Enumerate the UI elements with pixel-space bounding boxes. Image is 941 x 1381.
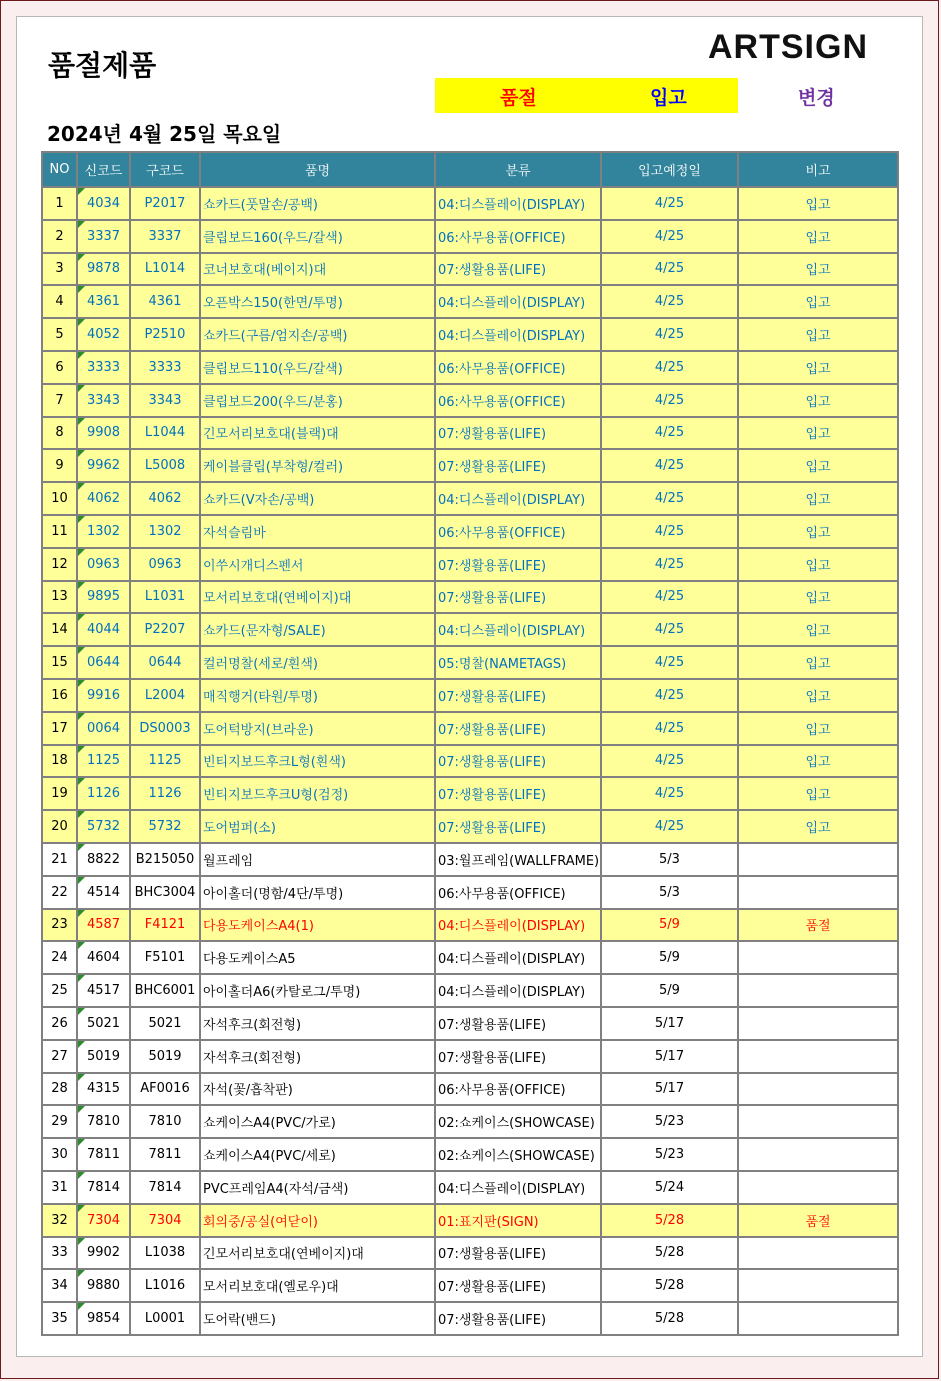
cell-category: 07:생활용품(LIFE) [435, 679, 601, 712]
table-row [42, 417, 898, 450]
cell-row-no: 19 [42, 777, 77, 810]
cell-row-no: 21 [42, 843, 77, 876]
cell-row-no: 23 [42, 909, 77, 942]
cell-product-name: 아이홀더(명함/4단/투명) [200, 876, 435, 909]
cell-category: 01:표지판(SIGN) [435, 1204, 601, 1237]
cell-row-no: 24 [42, 941, 77, 974]
cell-restock-date: 4/25 [601, 187, 738, 220]
cell-product-name: 쇼카드(V자손/공백) [200, 482, 435, 515]
table-row [42, 712, 898, 745]
cell-category: 07:생활용품(LIFE) [435, 548, 601, 581]
cell-restock-date: 4/25 [601, 417, 738, 450]
cell-note: 입고 [738, 417, 898, 450]
cell-new-code: 4034 [77, 187, 130, 220]
cell-note: 입고 [738, 220, 898, 253]
table-row [42, 581, 898, 614]
cell-new-code: 9880 [77, 1269, 130, 1302]
cell-product-name: 코너보호대(베이지)대 [200, 253, 435, 286]
cell-category: 04:디스플레이(DISPLAY) [435, 613, 601, 646]
cell-restock-date: 4/25 [601, 679, 738, 712]
cell-row-no: 29 [42, 1105, 77, 1138]
cell-category: 07:생활용품(LIFE) [435, 712, 601, 745]
cell-new-code: 0064 [77, 712, 130, 745]
cell-restock-date: 5/17 [601, 1007, 738, 1040]
cell-old-code: L2004 [130, 679, 200, 712]
cell-old-code: 1125 [130, 745, 200, 778]
cell-restock-date: 4/25 [601, 810, 738, 843]
cell-new-code: 9962 [77, 449, 130, 482]
cell-category: 07:생활용품(LIFE) [435, 1007, 601, 1040]
table-row [42, 1171, 898, 1204]
cell-old-code: L1044 [130, 417, 200, 450]
cell-old-code: BHC3004 [130, 876, 200, 909]
cell-note: 품절 [738, 1204, 898, 1237]
table-row [42, 1204, 898, 1237]
cell-new-code: 3337 [77, 220, 130, 253]
cell-restock-date: 4/25 [601, 351, 738, 384]
cell-old-code: 1126 [130, 777, 200, 810]
cell-category: 07:생활용품(LIFE) [435, 253, 601, 286]
cell-old-code: 0963 [130, 548, 200, 581]
table-row [42, 1237, 898, 1270]
table-row [42, 1138, 898, 1171]
cell-product-name: 빈티지보드후크L형(흰색) [200, 745, 435, 778]
cell-product-name: 회의중/공실(여닫이) [200, 1204, 435, 1237]
table-row [42, 187, 898, 220]
cell-row-no: 11 [42, 515, 77, 548]
cell-product-name: 자석슬림바 [200, 515, 435, 548]
cell-restock-date: 4/25 [601, 581, 738, 614]
cell-old-code: 7304 [130, 1204, 200, 1237]
table-row [42, 515, 898, 548]
cell-category: 07:생활용품(LIFE) [435, 745, 601, 778]
cell-category: 04:디스플레이(DISPLAY) [435, 318, 601, 351]
cell-category: 06:사무용품(OFFICE) [435, 515, 601, 548]
soldout-table [41, 151, 899, 1336]
cell-restock-date: 5/9 [601, 909, 738, 942]
table-row [42, 646, 898, 679]
cell-product-name: PVC프레임A4(자석/금색) [200, 1171, 435, 1204]
cell-restock-date: 5/28 [601, 1204, 738, 1237]
legend-restock: 입고 [650, 87, 687, 109]
cell-category: 07:생활용품(LIFE) [435, 810, 601, 843]
table-row [42, 1040, 898, 1073]
table-row [42, 909, 898, 942]
cell-category: 04:디스플레이(DISPLAY) [435, 1171, 601, 1204]
cell-row-no: 14 [42, 613, 77, 646]
cell-old-code: P2207 [130, 613, 200, 646]
cell-old-code: 7811 [130, 1138, 200, 1171]
cell-new-code: 1302 [77, 515, 130, 548]
header-note: 비고 [738, 152, 898, 187]
cell-product-name: 클립보드110(우드/갈색) [200, 351, 435, 384]
cell-note [738, 1105, 898, 1138]
cell-product-name: 긴모서리보호대(블랙)대 [200, 417, 435, 450]
cell-old-code: 4361 [130, 285, 200, 318]
cell-category: 07:생활용품(LIFE) [435, 1302, 601, 1335]
cell-product-name: 쇼케이스A4(PVC/가로) [200, 1105, 435, 1138]
cell-note: 입고 [738, 613, 898, 646]
page-title: 품절제품 [48, 49, 157, 82]
cell-category: 04:디스플레이(DISPLAY) [435, 909, 601, 942]
cell-new-code: 3333 [77, 351, 130, 384]
table-row [42, 482, 898, 515]
cell-product-name: 쇼카드(구름/엄지손/공백) [200, 318, 435, 351]
cell-note: 입고 [738, 285, 898, 318]
cell-note: 입고 [738, 581, 898, 614]
cell-category: 07:생활용품(LIFE) [435, 1237, 601, 1270]
table-row [42, 843, 898, 876]
cell-restock-date: 5/28 [601, 1269, 738, 1302]
cell-note: 입고 [738, 777, 898, 810]
cell-product-name: 아이홀더A6(카탈로그/투명) [200, 974, 435, 1007]
cell-old-code: 5732 [130, 810, 200, 843]
cell-note [738, 843, 898, 876]
cell-category: 06:사무용품(OFFICE) [435, 384, 601, 417]
cell-note: 입고 [738, 810, 898, 843]
table-row [42, 1302, 898, 1335]
table-row [42, 941, 898, 974]
cell-restock-date: 4/25 [601, 613, 738, 646]
cell-restock-date: 5/24 [601, 1171, 738, 1204]
cell-old-code: F5101 [130, 941, 200, 974]
cell-row-no: 16 [42, 679, 77, 712]
cell-product-name: 매직행거(타원/투명) [200, 679, 435, 712]
legend-soldout: 품절 [500, 87, 537, 109]
cell-old-code: 7814 [130, 1171, 200, 1204]
cell-row-no: 8 [42, 417, 77, 450]
cell-row-no: 28 [42, 1073, 77, 1106]
cell-restock-date: 5/3 [601, 876, 738, 909]
cell-note: 품절 [738, 909, 898, 942]
cell-note [738, 1138, 898, 1171]
cell-product-name: 컬러명찰(세로/흰색) [200, 646, 435, 679]
cell-product-name: 자석(꽃/흡착판) [200, 1073, 435, 1106]
cell-row-no: 13 [42, 581, 77, 614]
cell-old-code: L0001 [130, 1302, 200, 1335]
cell-product-name: 케이블클립(부착형/컬러) [200, 449, 435, 482]
cell-note [738, 941, 898, 974]
cell-restock-date: 4/25 [601, 712, 738, 745]
header-restock-date: 입고예정일 [601, 152, 738, 187]
cell-row-no: 26 [42, 1007, 77, 1040]
table-row [42, 351, 898, 384]
cell-note [738, 1237, 898, 1270]
cell-restock-date: 4/25 [601, 777, 738, 810]
cell-new-code: 4361 [77, 285, 130, 318]
cell-category: 07:생활용품(LIFE) [435, 449, 601, 482]
cell-note: 입고 [738, 679, 898, 712]
cell-old-code: 5021 [130, 1007, 200, 1040]
cell-old-code: B215050 [130, 843, 200, 876]
cell-restock-date: 4/25 [601, 253, 738, 286]
cell-new-code: 4315 [77, 1073, 130, 1106]
cell-note [738, 1007, 898, 1040]
cell-restock-date: 5/28 [601, 1237, 738, 1270]
cell-row-no: 12 [42, 548, 77, 581]
cell-restock-date: 5/9 [601, 941, 738, 974]
cell-restock-date: 4/25 [601, 220, 738, 253]
cell-restock-date: 4/25 [601, 384, 738, 417]
cell-new-code: 8822 [77, 843, 130, 876]
cell-product-name: 쇼케이스A4(PVC/세로) [200, 1138, 435, 1171]
table-row [42, 1007, 898, 1040]
cell-old-code: 7810 [130, 1105, 200, 1138]
cell-row-no: 15 [42, 646, 77, 679]
table-row [42, 745, 898, 778]
brand-logo: ARTSIGN [708, 28, 868, 66]
cell-product-name: 도어락(밴드) [200, 1302, 435, 1335]
cell-new-code: 9908 [77, 417, 130, 450]
cell-restock-date: 4/25 [601, 482, 738, 515]
cell-row-no: 22 [42, 876, 77, 909]
cell-category: 05:명찰(NAMETAGS) [435, 646, 601, 679]
cell-category: 04:디스플레이(DISPLAY) [435, 187, 601, 220]
table-row [42, 285, 898, 318]
cell-row-no: 5 [42, 318, 77, 351]
cell-new-code: 4517 [77, 974, 130, 1007]
table-row [42, 1073, 898, 1106]
legend-change: 변경 [798, 87, 835, 109]
cell-note [738, 876, 898, 909]
cell-category: 06:사무용품(OFFICE) [435, 876, 601, 909]
cell-old-code: L1038 [130, 1237, 200, 1270]
cell-product-name: 클립보드200(우드/분홍) [200, 384, 435, 417]
table-header-row [42, 152, 898, 187]
cell-row-no: 17 [42, 712, 77, 745]
cell-category: 07:생활용품(LIFE) [435, 1269, 601, 1302]
cell-note [738, 1171, 898, 1204]
cell-restock-date: 5/23 [601, 1105, 738, 1138]
cell-product-name: 모서리보호대(옐로우)대 [200, 1269, 435, 1302]
cell-old-code: P2510 [130, 318, 200, 351]
report-date: 2024년 4월 25일 목요일 [47, 122, 282, 146]
table-row [42, 810, 898, 843]
cell-note: 입고 [738, 646, 898, 679]
cell-new-code: 9878 [77, 253, 130, 286]
cell-new-code: 5019 [77, 1040, 130, 1073]
cell-row-no: 6 [42, 351, 77, 384]
cell-new-code: 9895 [77, 581, 130, 614]
cell-row-no: 20 [42, 810, 77, 843]
cell-note: 입고 [738, 548, 898, 581]
cell-old-code: F4121 [130, 909, 200, 942]
cell-category: 07:생활용품(LIFE) [435, 417, 601, 450]
cell-category: 07:생활용품(LIFE) [435, 581, 601, 614]
cell-restock-date: 4/25 [601, 449, 738, 482]
table-row [42, 318, 898, 351]
cell-note [738, 1040, 898, 1073]
cell-category: 06:사무용품(OFFICE) [435, 220, 601, 253]
cell-new-code: 5732 [77, 810, 130, 843]
legend-highlight [435, 78, 738, 113]
cell-new-code: 7811 [77, 1138, 130, 1171]
cell-new-code: 5021 [77, 1007, 130, 1040]
header-product-name: 품명 [200, 152, 435, 187]
cell-new-code: 4587 [77, 909, 130, 942]
cell-row-no: 4 [42, 285, 77, 318]
cell-row-no: 25 [42, 974, 77, 1007]
cell-note: 입고 [738, 482, 898, 515]
cell-restock-date: 4/25 [601, 515, 738, 548]
cell-category: 02:쇼케이스(SHOWCASE) [435, 1138, 601, 1171]
cell-new-code: 4062 [77, 482, 130, 515]
cell-note: 입고 [738, 384, 898, 417]
cell-new-code: 4052 [77, 318, 130, 351]
cell-note: 입고 [738, 318, 898, 351]
cell-old-code: 1302 [130, 515, 200, 548]
cell-new-code: 0963 [77, 548, 130, 581]
cell-new-code: 1125 [77, 745, 130, 778]
cell-old-code: L5008 [130, 449, 200, 482]
cell-category: 04:디스플레이(DISPLAY) [435, 974, 601, 1007]
cell-old-code: L1016 [130, 1269, 200, 1302]
header-old-code: 구코드 [130, 152, 200, 187]
cell-old-code: P2017 [130, 187, 200, 220]
table-row [42, 777, 898, 810]
cell-old-code: 3333 [130, 351, 200, 384]
cell-category: 04:디스플레이(DISPLAY) [435, 285, 601, 318]
cell-row-no: 3 [42, 253, 77, 286]
cell-restock-date: 5/17 [601, 1073, 738, 1106]
cell-new-code: 9916 [77, 679, 130, 712]
cell-row-no: 1 [42, 187, 77, 220]
cell-row-no: 35 [42, 1302, 77, 1335]
cell-row-no: 30 [42, 1138, 77, 1171]
cell-category: 06:사무용품(OFFICE) [435, 351, 601, 384]
cell-note [738, 1302, 898, 1335]
cell-product-name: 쇼카드(풋말손/공백) [200, 187, 435, 220]
cell-old-code: L1014 [130, 253, 200, 286]
cell-note: 입고 [738, 449, 898, 482]
cell-new-code: 4604 [77, 941, 130, 974]
cell-old-code: 3337 [130, 220, 200, 253]
cell-category: 04:디스플레이(DISPLAY) [435, 482, 601, 515]
cell-new-code: 9902 [77, 1237, 130, 1270]
cell-product-name: 월프레임 [200, 843, 435, 876]
cell-product-name: 긴모서리보호대(연베이지)대 [200, 1237, 435, 1270]
cell-restock-date: 5/3 [601, 843, 738, 876]
cell-row-no: 7 [42, 384, 77, 417]
table-row [42, 449, 898, 482]
header-new-code: 신코드 [77, 152, 130, 187]
cell-old-code: 4062 [130, 482, 200, 515]
cell-new-code: 3343 [77, 384, 130, 417]
cell-category: 04:디스플레이(DISPLAY) [435, 941, 601, 974]
cell-restock-date: 4/25 [601, 646, 738, 679]
cell-new-code: 7304 [77, 1204, 130, 1237]
table-row [42, 1269, 898, 1302]
cell-row-no: 31 [42, 1171, 77, 1204]
cell-row-no: 33 [42, 1237, 77, 1270]
cell-restock-date: 4/25 [601, 318, 738, 351]
table-row [42, 384, 898, 417]
cell-old-code: L1031 [130, 581, 200, 614]
cell-product-name: 쇼카드(문자형/SALE) [200, 613, 435, 646]
cell-product-name: 이쑤시개디스펜서 [200, 548, 435, 581]
cell-old-code: AF0016 [130, 1073, 200, 1106]
cell-category: 02:쇼케이스(SHOWCASE) [435, 1105, 601, 1138]
cell-note: 입고 [738, 745, 898, 778]
cell-category: 07:생활용품(LIFE) [435, 1040, 601, 1073]
header-no: NO [42, 152, 77, 187]
cell-product-name: 빈티지보드후크U형(검정) [200, 777, 435, 810]
cell-restock-date: 4/25 [601, 745, 738, 778]
cell-note [738, 974, 898, 1007]
cell-old-code: 5019 [130, 1040, 200, 1073]
table-row [42, 220, 898, 253]
cell-product-name: 오픈박스150(한면/투명) [200, 285, 435, 318]
cell-row-no: 9 [42, 449, 77, 482]
cell-product-name: 다용도케이스A5 [200, 941, 435, 974]
cell-old-code: BHC6001 [130, 974, 200, 1007]
table-row [42, 876, 898, 909]
cell-note: 입고 [738, 515, 898, 548]
cell-note: 입고 [738, 712, 898, 745]
cell-row-no: 32 [42, 1204, 77, 1237]
table-row [42, 679, 898, 712]
cell-product-name: 도어턱방지(브라운) [200, 712, 435, 745]
cell-note [738, 1073, 898, 1106]
cell-note: 입고 [738, 351, 898, 384]
cell-new-code: 4044 [77, 613, 130, 646]
header-category: 분류 [435, 152, 601, 187]
cell-category: 07:생활용품(LIFE) [435, 777, 601, 810]
cell-note: 입고 [738, 253, 898, 286]
cell-product-name: 클립보드160(우드/갈색) [200, 220, 435, 253]
cell-restock-date: 5/17 [601, 1040, 738, 1073]
cell-row-no: 2 [42, 220, 77, 253]
cell-row-no: 18 [42, 745, 77, 778]
cell-restock-date: 5/23 [601, 1138, 738, 1171]
cell-old-code: DS0003 [130, 712, 200, 745]
cell-new-code: 4514 [77, 876, 130, 909]
cell-category: 03:월프레임(WALLFRAME) [435, 843, 601, 876]
cell-row-no: 10 [42, 482, 77, 515]
cell-restock-date: 5/28 [601, 1302, 738, 1335]
cell-new-code: 9854 [77, 1302, 130, 1335]
cell-product-name: 다용도케이스A4(1) [200, 909, 435, 942]
cell-row-no: 27 [42, 1040, 77, 1073]
cell-category: 06:사무용품(OFFICE) [435, 1073, 601, 1106]
cell-old-code: 0644 [130, 646, 200, 679]
cell-restock-date: 4/25 [601, 548, 738, 581]
cell-restock-date: 5/9 [601, 974, 738, 1007]
cell-new-code: 0644 [77, 646, 130, 679]
cell-new-code: 7810 [77, 1105, 130, 1138]
cell-row-no: 34 [42, 1269, 77, 1302]
table-row [42, 548, 898, 581]
table-row [42, 974, 898, 1007]
cell-note: 입고 [738, 187, 898, 220]
cell-product-name: 자석후크(회전형) [200, 1007, 435, 1040]
table-row [42, 1105, 898, 1138]
table-row [42, 613, 898, 646]
table-row [42, 253, 898, 286]
cell-new-code: 7814 [77, 1171, 130, 1204]
cell-product-name: 자석후크(회전형) [200, 1040, 435, 1073]
cell-old-code: 3343 [130, 384, 200, 417]
cell-product-name: 모서리보호대(연베이지)대 [200, 581, 435, 614]
cell-product-name: 도어범퍼(소) [200, 810, 435, 843]
cell-note [738, 1269, 898, 1302]
cell-new-code: 1126 [77, 777, 130, 810]
cell-restock-date: 4/25 [601, 285, 738, 318]
